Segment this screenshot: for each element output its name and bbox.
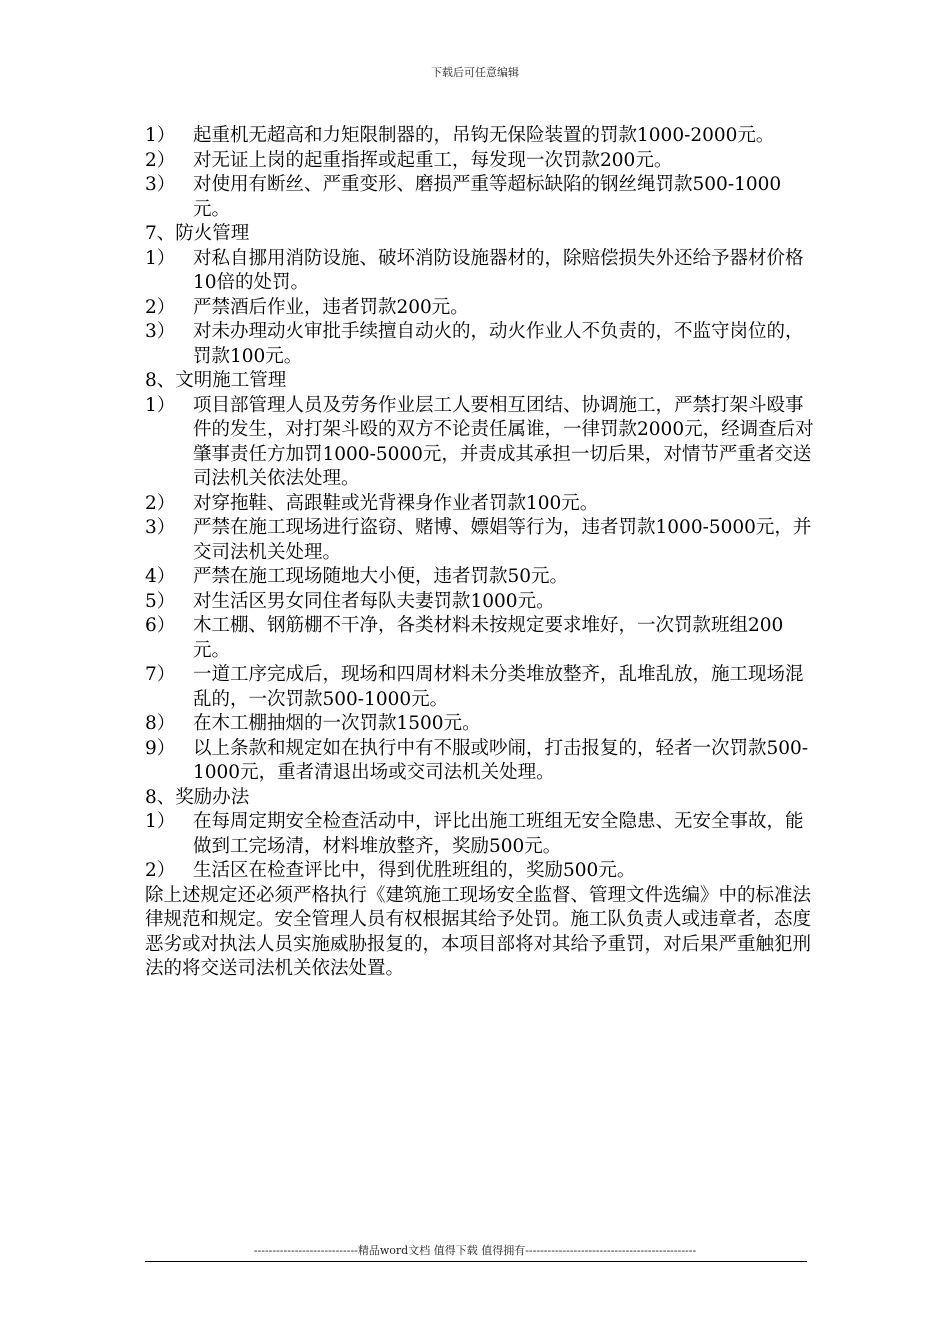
list-item bbox=[145, 296, 815, 321]
list-item-number: 1） bbox=[145, 394, 176, 416]
list-item bbox=[145, 516, 815, 565]
document-body bbox=[145, 124, 815, 982]
list-item-text: 对生活区男女同住者每队夫妻罚款1000元。 bbox=[193, 590, 555, 612]
list-item-number: 7） bbox=[145, 664, 176, 685]
section-heading: 7、防火管理 bbox=[145, 223, 250, 244]
list-item-number: 1） bbox=[145, 247, 176, 269]
list-item-number: 5） bbox=[145, 590, 176, 612]
list-item bbox=[145, 663, 815, 712]
list-item-text: 严禁在施工现场随地大小便，违者罚款50元。 bbox=[193, 566, 569, 587]
list-item-number: 3） bbox=[145, 517, 176, 538]
list-item bbox=[145, 247, 815, 296]
list-item bbox=[145, 320, 815, 369]
list-item-text: 木工棚、钢筋棚不干净，各类材料未按规定要求堆好，一次罚款班组200元。 bbox=[193, 615, 784, 661]
list-item-number: 4） bbox=[145, 566, 176, 587]
list-item-text: 起重机无超高和力矩限制器的，吊钩无保险装置的罚款1000-2000元。 bbox=[193, 125, 775, 146]
list-item-number: 3） bbox=[145, 321, 176, 342]
list-item bbox=[145, 173, 815, 222]
list-item bbox=[145, 149, 815, 174]
closing-paragraph: 除上述规定还必须严格执行《建筑施工现场安全监督、管理文件选编》中的标准法律规范和规定。安全管理人员有权根据其给予处罚。施工队负责人或违章者，态度恶劣或对执法人员实施威胁报复的，本项目部将对其给予重罚，对后果严重触犯刑法的将交送司法机关依法处置。 bbox=[145, 884, 812, 979]
list-item-text: 严禁在施工现场进行盗窃、赌博、嫖娼等行为，违者罚款1000-5000元，并交司法机关处理。 bbox=[193, 517, 812, 563]
list-item-number: 2） bbox=[145, 860, 176, 881]
list-item-text: 对未办理动火审批手续擅自动火的，动火作业人不负责的，不监守岗位的，罚款100元。 bbox=[193, 321, 804, 367]
list-item-text: 对使用有断丝、严重变形、磨损严重等超标缺陷的钢丝绳罚款500-1000元。 bbox=[193, 174, 782, 220]
list-item-text: 生活区在检查评比中，得到优胜班组的，奖励500元。 bbox=[193, 860, 636, 881]
list-item bbox=[145, 124, 815, 149]
list-item bbox=[145, 492, 815, 517]
list-item-text: 一道工序完成后，现场和四周材料未分类堆放整齐，乱堆乱放，施工现场混乱的，一次罚款500-1000元。 bbox=[193, 664, 804, 710]
list-item bbox=[145, 810, 815, 859]
list-item bbox=[145, 590, 815, 615]
list-item-number: 3） bbox=[145, 174, 176, 195]
section-heading: 8、奖励办法 bbox=[145, 786, 250, 808]
list-item-text: 严禁酒后作业，违者罚款200元。 bbox=[193, 296, 469, 318]
section-heading: 8、文明施工管理 bbox=[145, 370, 287, 391]
footer-rule bbox=[145, 1261, 807, 1262]
list-item bbox=[145, 565, 815, 590]
list-item bbox=[145, 712, 815, 737]
list-item bbox=[145, 614, 815, 663]
list-item-number: 2） bbox=[145, 296, 176, 318]
list-item-text: 对穿拖鞋、高跟鞋或光背裸身作业者罚款100元。 bbox=[193, 492, 599, 514]
list-item-number: 2） bbox=[145, 492, 176, 514]
list-item bbox=[145, 394, 815, 492]
list-item bbox=[145, 859, 815, 884]
list-item-text: 在木工棚抽烟的一次罚款1500元。 bbox=[193, 713, 481, 734]
list-item-number: 1） bbox=[145, 811, 176, 832]
list-item-text: 项目部管理人员及劳务作业层工人要相互团结、协调施工，严禁打架斗殴事件的发生，对打架斗殴的双方不论责任属谁，一律罚款2000元，经调查后对肇事责任方加罚1000-5000元，并责成其承担一切后果，对情节严重者交送司法机关依法处理。 bbox=[193, 394, 814, 489]
list-item bbox=[145, 737, 815, 786]
page-header: 下载后可任意编辑 bbox=[431, 66, 519, 79]
list-item-number: 6） bbox=[145, 615, 176, 636]
list-item-number: 2） bbox=[145, 149, 176, 171]
list-item-text: 对私自挪用消防设施、破坏消防设施器材的，除赔偿损失外还给予器材价格10倍的处罚。 bbox=[193, 247, 804, 293]
list-item-number: 9） bbox=[145, 737, 176, 759]
list-item-number: 1） bbox=[145, 125, 176, 146]
page-footer: ----------------------------精品word文档 值得下载 值得拥有---------------------------------------------- bbox=[253, 1244, 697, 1257]
list-item-text: 对无证上岗的起重指挥或起重工，每发现一次罚款200元。 bbox=[193, 149, 673, 171]
list-item-text: 在每周定期安全检查活动中，评比出施工班组无安全隐患、无安全事故，能做到工完场清，材料堆放整齐，奖励500元。 bbox=[193, 811, 804, 857]
list-item-number: 8） bbox=[145, 713, 176, 734]
list-item-text: 以上条款和规定如在执行中有不服或吵闹，打击报复的，轻者一次罚款500-1000元，重者清退出场或交司法机关处理。 bbox=[193, 737, 809, 783]
